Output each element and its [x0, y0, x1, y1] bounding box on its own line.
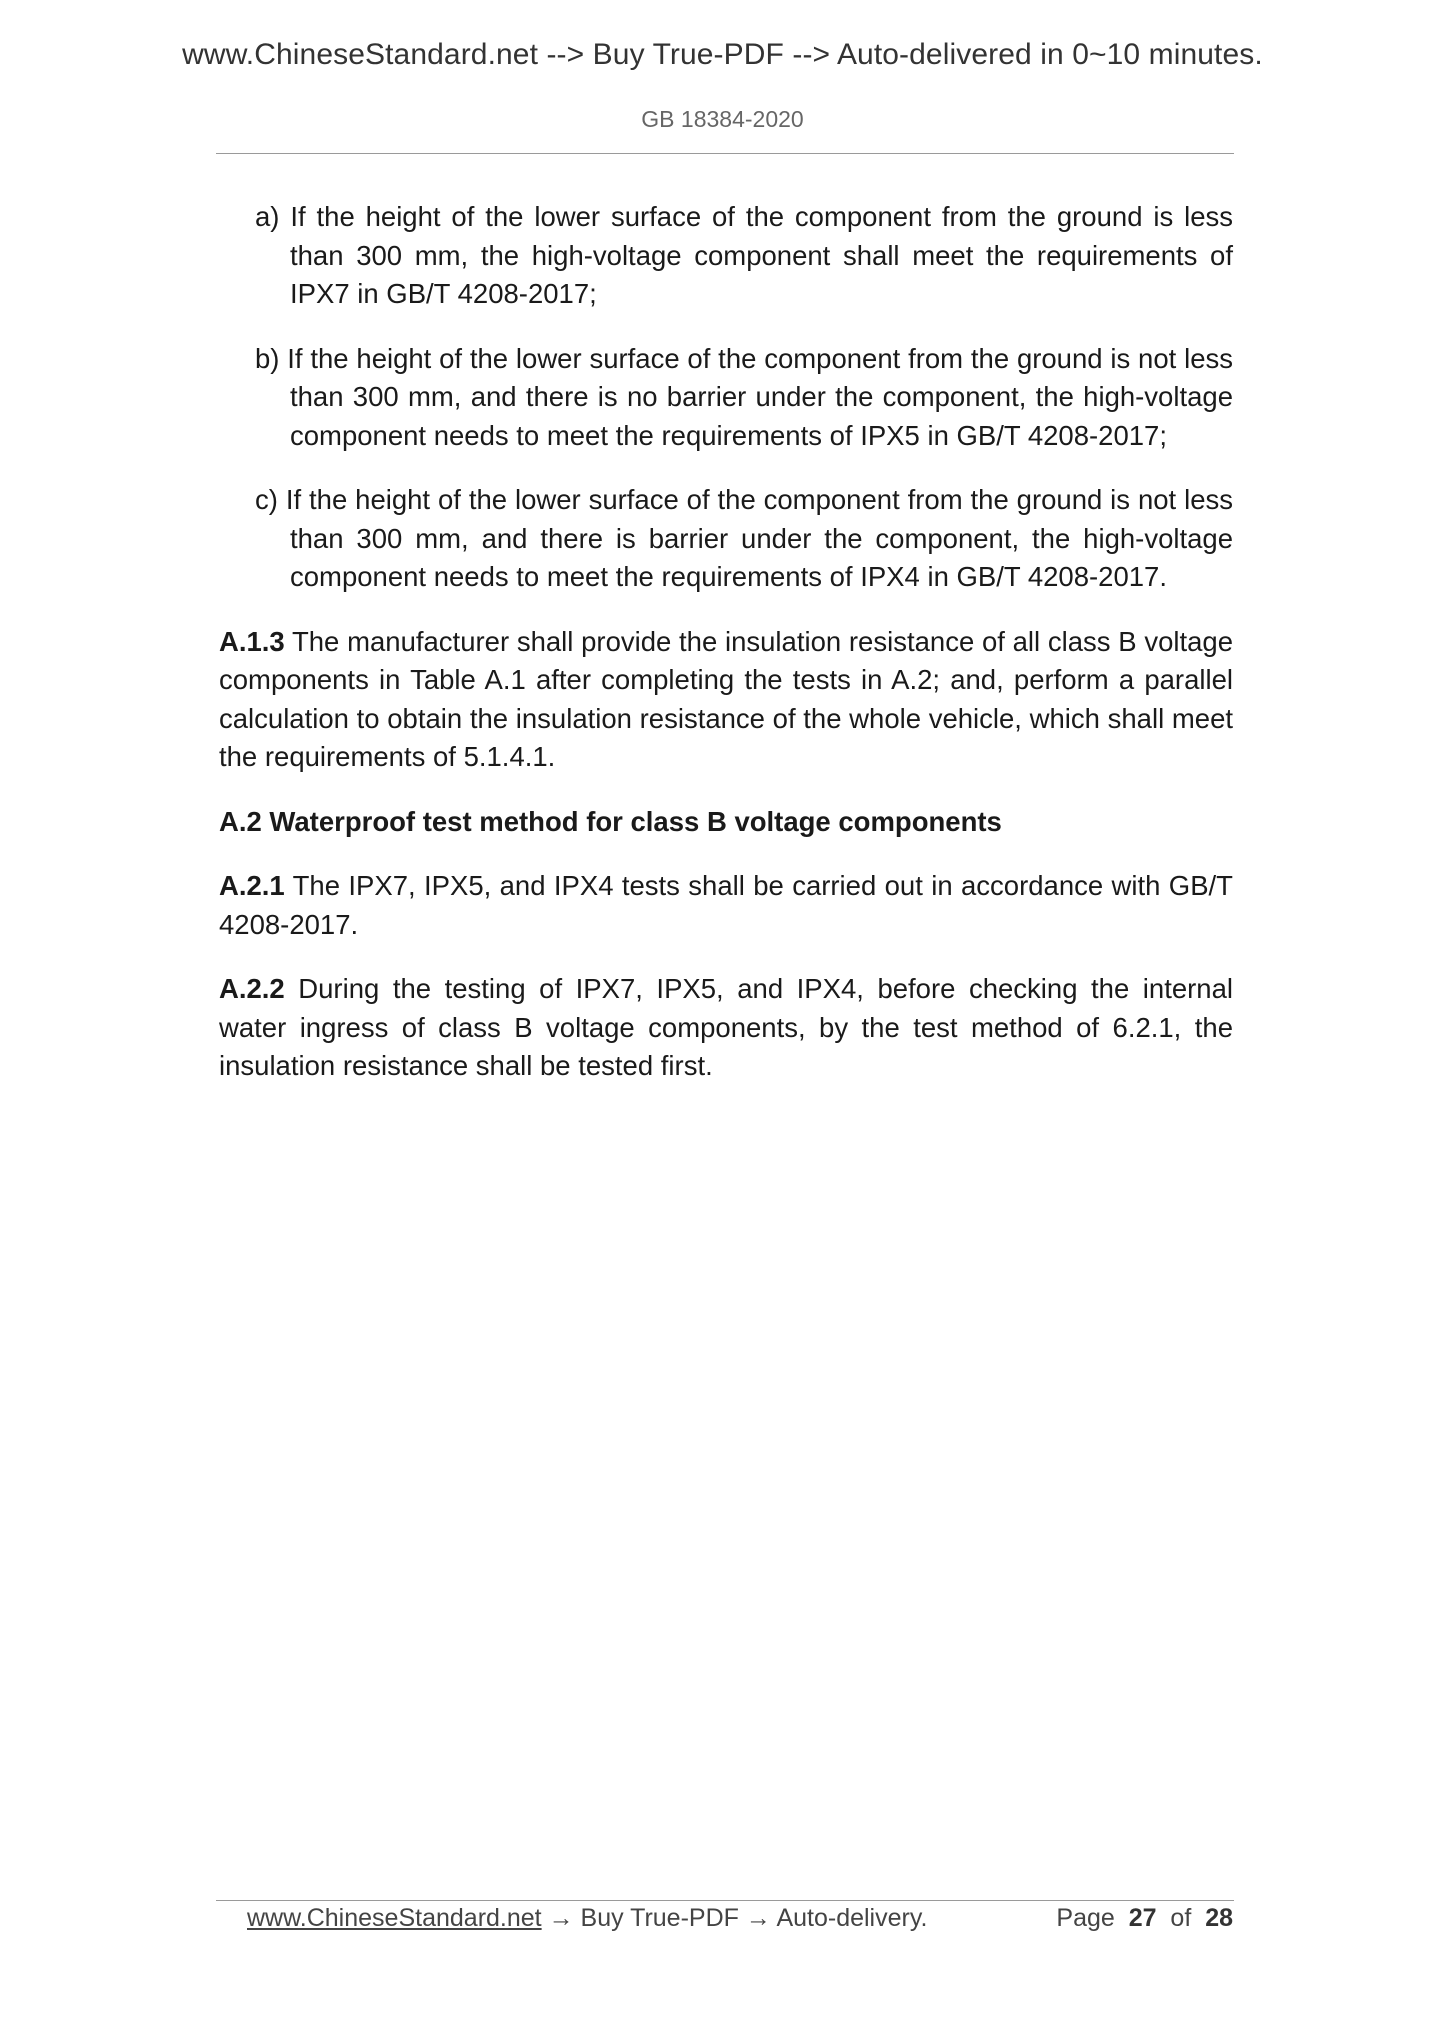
clause-a-2-1 — [219, 867, 1233, 944]
page-body — [219, 198, 1233, 1112]
page-word: Page — [1056, 1904, 1115, 1932]
clause-text: The IPX7, IPX5, and IPX4 tests shall be carried out in accordance with GB/T 4208-2017. — [219, 870, 1233, 940]
list-text: If the height of the lower surface of the component from the ground is not less than 300 mm, and there is barrier under the component, the high-voltage component needs to meet the requirements of IPX4 in GB/T 4208-2017. — [285, 484, 1233, 592]
list-item-c — [219, 481, 1233, 597]
site-banner: www.ChineseStandard.net --> Buy True-PDF --> Auto-delivered in 0~10 minutes. — [182, 38, 1263, 71]
footer-delivery-text: Auto-delivery. — [776, 1904, 928, 1932]
clause-text: The manufacturer shall provide the insulation resistance of all class B voltage components in Table A.1 after completing the tests in A.2; and, perform a parallel calculation to obtain the insulation resistance of the whole vehicle, which shall meet the requirements of 5.1.4.1. — [219, 625, 1233, 772]
page-current: 27 — [1128, 1904, 1157, 1932]
arrow-right-icon: → — [548, 1904, 574, 1932]
page-total: 28 — [1205, 1904, 1233, 1932]
footer-promo — [247, 1904, 927, 1933]
of-word: of — [1170, 1904, 1192, 1932]
list-text: If the height of the lower surface of the component from the ground is not less than 300 mm, and there is no barrier under the component, the high-voltage component needs to meet the requirements of IPX5 in GB/T 4208-2017; — [287, 342, 1233, 451]
section-heading-a-2: A.2 Waterproof test method for class B voltage components — [219, 805, 1002, 837]
header-divider — [216, 153, 1234, 154]
clause-a-2-2 — [219, 970, 1233, 1086]
arrow-right-icon: → — [745, 1904, 771, 1932]
clause-number: A.1.3 — [219, 625, 285, 657]
list-text: If the height of the lower surface of the component from the ground is less than 300 mm, the high-voltage component shall meet the requirements of IPX7 in GB/T 4208-2017; — [290, 201, 1234, 309]
clause-a-1-3 — [219, 623, 1233, 777]
footer-divider — [216, 1900, 1234, 1901]
page-footer — [247, 1904, 1233, 1944]
list-label: a) — [255, 201, 280, 232]
footer-buy-text: Buy True-PDF — [580, 1904, 739, 1932]
list-item-a — [219, 198, 1233, 314]
document-id: GB 18384-2020 — [641, 106, 804, 132]
list-label: b) — [255, 342, 280, 374]
list-label: c) — [255, 484, 278, 515]
footer-site-link[interactable]: www.ChineseStandard.net — [247, 1904, 542, 1932]
page-number — [1056, 1904, 1233, 1933]
list-item-b — [219, 340, 1233, 456]
clause-number: A.2.2 — [219, 973, 285, 1004]
clause-number: A.2.1 — [219, 870, 285, 901]
clause-text: During the testing of IPX7, IPX5, and IPX4, before checking the internal water ingress of class B voltage components, by the test method of 6.2.1, the insulation resistance shall be tested first. — [219, 973, 1233, 1081]
